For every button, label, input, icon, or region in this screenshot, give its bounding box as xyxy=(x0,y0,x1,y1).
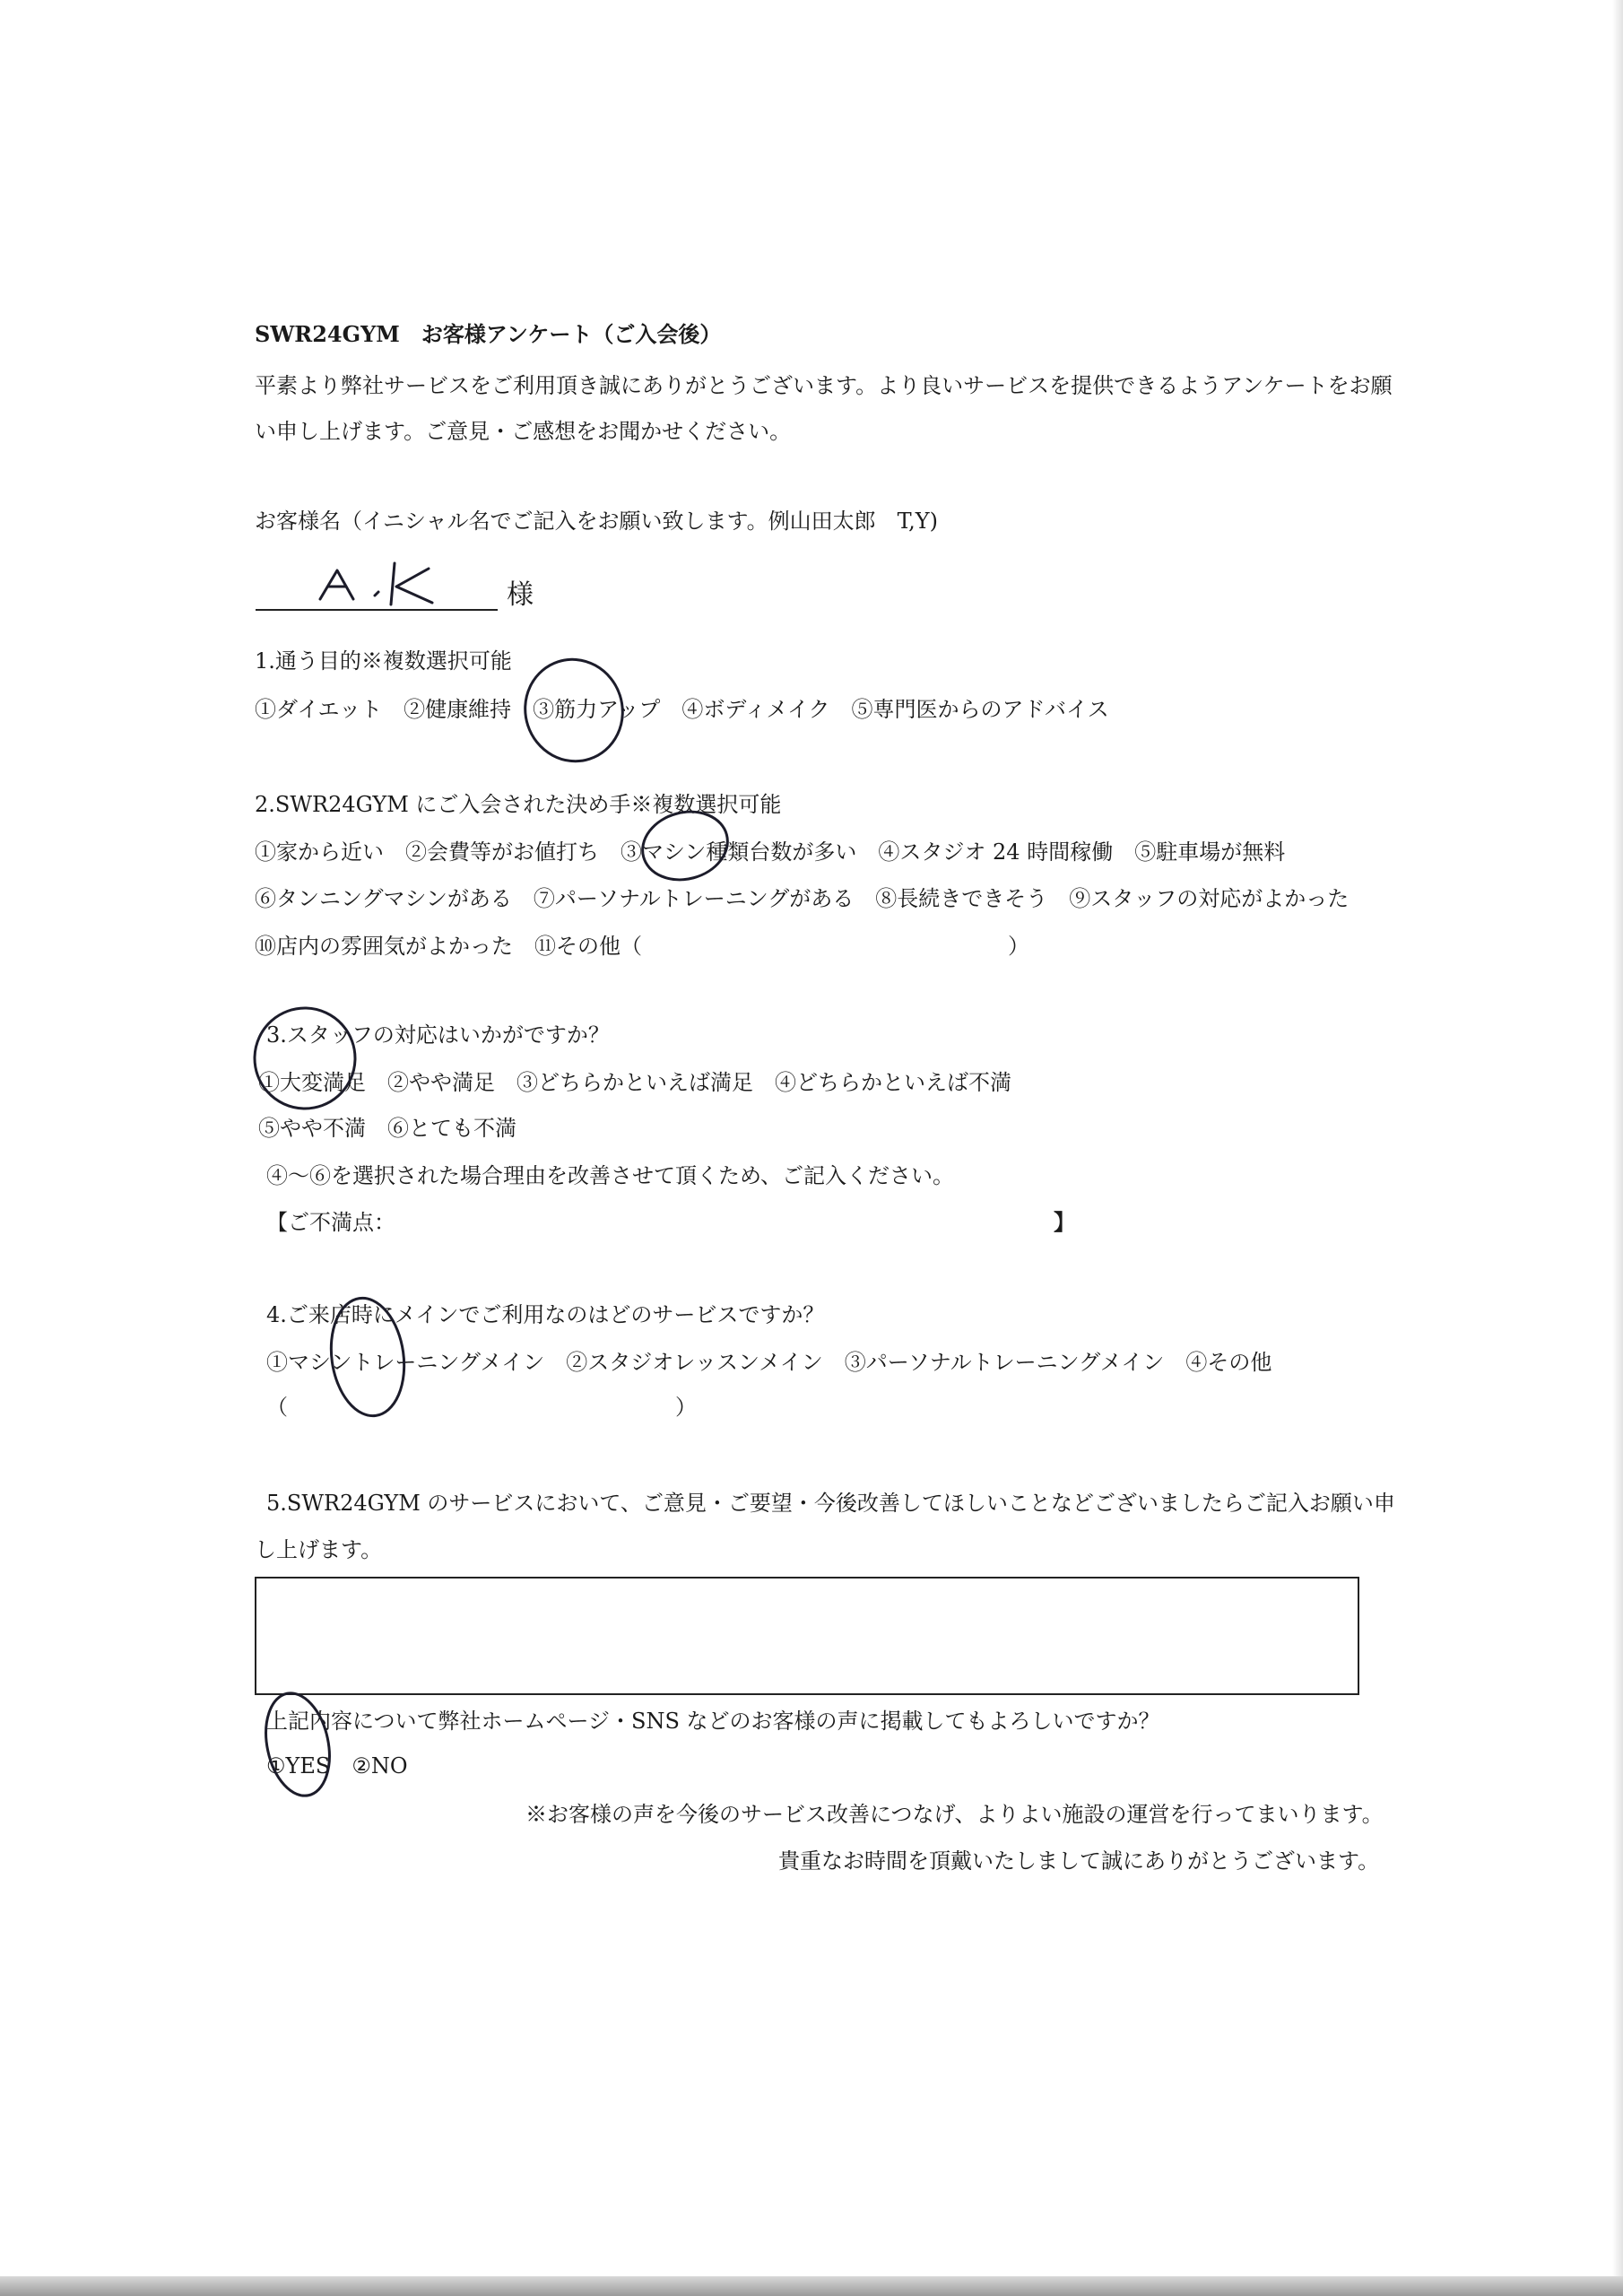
q3-question: 3.スタッフの対応はいかがですか？ xyxy=(266,1022,610,1048)
closing-line-1: ※お客様の声を今後のサービス改善につなげ、よりよい施設の運営を行ってまいります。 xyxy=(525,1802,1384,1827)
q2-options-line-3[interactable]: ⑩店内の雰囲気がよかった ⑪その他（ ） xyxy=(255,934,1029,959)
q4-other-paren[interactable]: （ ） xyxy=(266,1395,697,1420)
q2-question: 2.SWR24GYM にご入会された決め手※複数選択可能 xyxy=(255,792,782,817)
q2-options-line-1[interactable]: ①家から近い ②会費等がお値打ち ③マシン種類台数が多い ④スタジオ 24 時間稼働 ⑤駐車場が無料 xyxy=(255,839,1286,865)
intro-line-2: い申し上げます。ご意見・ご感想をお聞かせください。 xyxy=(255,419,792,444)
q5-answer-box[interactable] xyxy=(255,1577,1359,1695)
q4-question: 4.ご来店時にメインでご利用なのはどのサービスですか？ xyxy=(266,1302,825,1327)
q3-options-line-1[interactable]: ①大変満足 ②やや満足 ③どちらかといえば満足 ④どちらかといえば不満 xyxy=(258,1070,1011,1095)
publish-question: 上記内容について弊社ホームページ・SNS などのお客様の声に掲載してもよろしいですか？ xyxy=(266,1709,1160,1734)
customer-name-label: お客様名（イニシャル名でご記入をお願い致します。例山田太郎 T,Y) xyxy=(255,509,938,534)
publish-selection-circle xyxy=(257,1687,339,1802)
customer-name-suffix: 様 xyxy=(507,579,534,611)
q3-complaint-close: 】 xyxy=(1054,1209,1075,1235)
q5-question-line-1: 5.SWR24GYM のサービスにおいて、ご意見・ご要望・今後改善してほしいことなどございましたらご記入お願い申 xyxy=(266,1491,1395,1516)
q3-complaint-label: 【ご不満点： xyxy=(266,1210,395,1235)
q4-options[interactable]: ①マシントレーニングメイン ②スタジオレッスンメイン ③パーソナルトレーニングメイン ④その他 xyxy=(266,1350,1272,1375)
survey-title: SWR24GYM お客様アンケート（ご入会後） xyxy=(255,321,722,347)
q2-options-line-2[interactable]: ⑥タンニングマシンがある ⑦パーソナルトレーニングがある ⑧長続きできそう ⑨スタッフの対応がよかった xyxy=(255,886,1350,911)
publish-options[interactable]: ①YES ②NO xyxy=(266,1753,408,1779)
q3-note: ④～⑥を選択された場合理由を改善させて頂くため、ご記入ください。 xyxy=(266,1163,955,1188)
handwritten-name-A-K xyxy=(320,563,432,604)
closing-line-2: 貴重なお時間を頂戴いたしまして誠にありがとうございます。 xyxy=(778,1848,1380,1874)
q1-options[interactable]: ①ダイエット ②健康維持 ③筋力アップ ④ボディメイク ⑤専門医からのアドバイス xyxy=(255,697,1109,722)
q3-options-line-2[interactable]: ⑤やや不満 ⑥とても不満 xyxy=(258,1116,516,1141)
scan-right-edge xyxy=(1612,0,1623,2296)
q5-question-line-2: し上げます。 xyxy=(255,1537,383,1562)
customer-name-underline xyxy=(256,609,498,611)
scan-bottom-edge xyxy=(0,2276,1623,2296)
intro-line-1: 平素より弊社サービスをご利用頂き誠にありがとうございます。より良いサービスを提供できるようアンケートをお願 xyxy=(255,373,1393,398)
q1-question: 1.通う目的※複数選択可能 xyxy=(255,648,512,674)
q3-selection-circle xyxy=(240,994,369,1123)
